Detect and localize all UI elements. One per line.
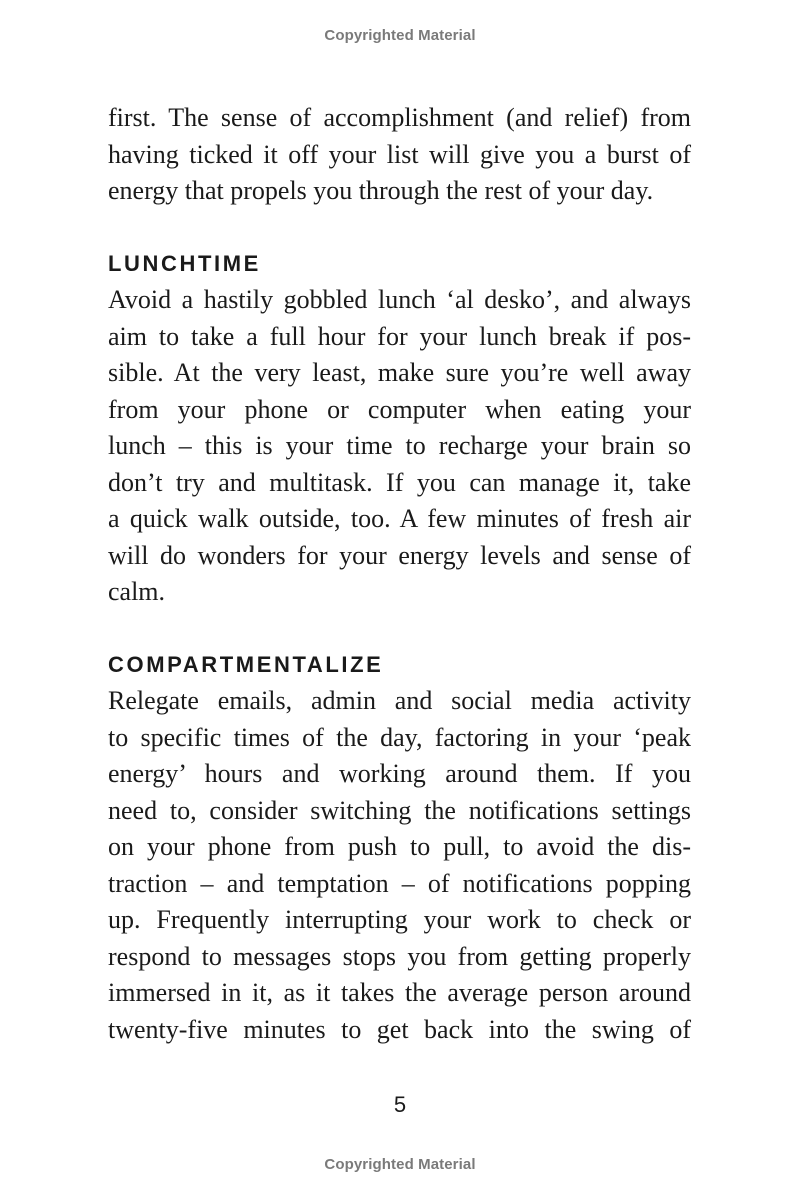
text-line: having ticked it off your list will give you a burst of bbox=[108, 139, 691, 169]
text-line: will do wonders for your energy levels and sense of bbox=[108, 540, 691, 570]
text-line: aim to take a full hour for your lunch break if pos- bbox=[108, 321, 691, 351]
text-line: energy that propels you through the rest of your day. bbox=[108, 176, 654, 205]
text-line: respond to messages stops you from getting properly bbox=[108, 941, 691, 971]
section-heading-compartmentalize: COMPARTMENTALIZE bbox=[108, 651, 384, 677]
copyright-watermark-top: Copyrighted Material bbox=[324, 27, 476, 44]
text-line: immersed in it, as it takes the average person around bbox=[108, 978, 691, 1007]
text-line: need to, consider switching the notifications settings bbox=[108, 795, 691, 825]
text-line: don’t try and multitask. If you can manage it, take bbox=[108, 467, 691, 497]
text-line: Avoid a hastily gobbled lunch ‘al desko’, and always bbox=[108, 285, 691, 314]
text-line: lunch – this is your time to recharge your brain so bbox=[108, 431, 691, 460]
text-line: first. The sense of accomplishment (and relief) from bbox=[108, 103, 691, 132]
text-line: twenty-five minutes to get back into the swing of bbox=[108, 1014, 691, 1044]
text-line: Relegate emails, admin and social media activity bbox=[108, 686, 691, 715]
text-line: traction – and temptation – of notifications popping bbox=[108, 868, 691, 898]
text-line: energy’ hours and working around them. If you bbox=[108, 759, 691, 788]
text-line: up. Frequently interrupting your work to check or bbox=[108, 905, 691, 934]
text-line: sible. At the very least, make sure you’re well away bbox=[108, 358, 691, 387]
section-heading-lunchtime: LUNCHTIME bbox=[108, 250, 261, 276]
compartmentalize-paragraph bbox=[108, 683, 691, 1048]
page-number: 5 bbox=[393, 1092, 407, 1117]
lunchtime-paragraph bbox=[108, 282, 691, 611]
copyright-watermark-bottom: Copyrighted Material bbox=[324, 1156, 476, 1173]
page-body bbox=[108, 100, 691, 1048]
text-line: from your phone or computer when eating your bbox=[108, 394, 691, 424]
text-line: calm. bbox=[108, 577, 166, 606]
text-line: a quick walk outside, too. A few minutes of fresh air bbox=[108, 504, 691, 533]
text-line: on your phone from push to pull, to avoid the dis- bbox=[108, 832, 691, 861]
intro-paragraph bbox=[108, 100, 691, 210]
text-line: to specific times of the day, factoring in your ‘peak bbox=[108, 722, 691, 752]
